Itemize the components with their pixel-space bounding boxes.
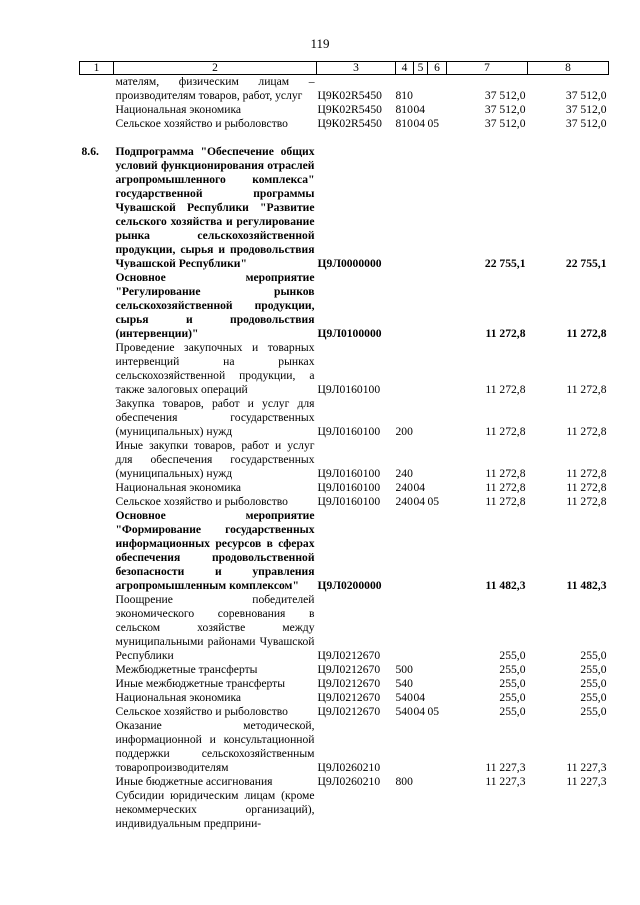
row-name: Субсидии юридическим лицам (кроме некоммерческих организаций), индивидуальным предприни-	[115, 789, 315, 830]
row-name: Проведение закупочных и товарных интервенций на рынках сельскохозяйственной продукции, а также залоговых операций	[115, 341, 315, 396]
expense-group	[396, 271, 414, 341]
column-header: 2	[114, 62, 317, 75]
expense-group: 540	[395, 691, 413, 704]
expense-group: 240	[395, 467, 413, 480]
subsection	[428, 593, 447, 663]
sum-col7: 255,0	[499, 691, 526, 704]
row-name: Поощрение победителей экономического соревнования в сельском хозяйстве между муниципальными районами Чувашской Республики	[115, 593, 315, 662]
sum-col8: 37 512,0	[565, 103, 607, 116]
subsection	[428, 439, 447, 481]
target-article-code: Ц9Л0212670	[317, 663, 381, 676]
target-article-code: Ц9Л0160100	[317, 481, 381, 494]
sum-col7: 22 755,1	[484, 257, 526, 270]
target-article-code: Ц9Л0200000	[317, 579, 382, 592]
sum-col8: 11 272,8	[566, 467, 607, 480]
row-name: Межбюджетные трансферты	[115, 663, 258, 676]
subsection	[428, 509, 447, 593]
sum-col7: 37 512,0	[484, 117, 526, 130]
row-name: Закупка товаров, работ и услуг для обеспечения государственных (муниципальных) нужд	[115, 397, 315, 438]
subsection	[428, 691, 447, 705]
row-name: Сельское хозяйство и рыболовство	[115, 495, 288, 508]
section: 04	[413, 117, 426, 130]
section	[414, 145, 428, 271]
row-number	[80, 481, 114, 495]
sum-col7: 255,0	[499, 705, 526, 718]
subsection: 05	[427, 495, 440, 508]
target-article-code: Ц9Л0100000	[317, 327, 382, 340]
section	[414, 677, 428, 691]
subsection	[428, 775, 447, 789]
table-row	[80, 481, 609, 495]
row-number	[80, 271, 114, 341]
target-article-code: Ц9Л0160100	[317, 495, 381, 508]
subsection	[428, 663, 447, 677]
sum-col7: 11 227,3	[485, 775, 526, 788]
row-number	[80, 341, 114, 397]
subsection	[428, 75, 447, 104]
row-number	[80, 439, 114, 481]
column-header: 5	[414, 62, 428, 75]
row-name: мателям, физическим лицам – производителям товаров, работ, услуг	[115, 75, 315, 102]
subsection: 05	[427, 117, 440, 130]
sum-col7: 37 512,0	[484, 89, 526, 102]
sum-col7: 11 272,8	[485, 481, 526, 494]
sum-col7: 11 272,8	[485, 467, 526, 480]
row-number	[80, 663, 114, 677]
sum-col8: 255,0	[580, 663, 607, 676]
section	[414, 439, 428, 481]
sum-col7: 11 272,8	[485, 425, 526, 438]
section: 04	[413, 495, 426, 508]
sum-col7: 11 272,8	[485, 383, 526, 396]
sum-col7: 255,0	[499, 649, 526, 662]
sum-col8: 11 272,8	[566, 383, 607, 396]
sum-col7: 11 482,3	[485, 579, 526, 592]
section	[414, 663, 428, 677]
expense-group: 240	[395, 495, 413, 508]
table-row	[80, 117, 609, 131]
sum-col8: 11 272,8	[566, 481, 607, 494]
subsection	[428, 789, 447, 831]
column-header: 6	[428, 62, 447, 75]
row-name: Иные межбюджетные трансферты	[115, 677, 286, 690]
page-number: 119	[310, 36, 330, 51]
row-number	[80, 593, 114, 663]
row-name: Национальная экономика	[115, 103, 242, 116]
sum-col7: 255,0	[499, 663, 526, 676]
section	[414, 775, 428, 789]
column-header: 4	[396, 62, 414, 75]
row-name: Сельское хозяйство и рыболовство	[115, 705, 288, 718]
subsection	[428, 719, 447, 775]
sum-col7: 11 272,8	[485, 495, 526, 508]
table-row	[80, 341, 609, 397]
sum-col8: 255,0	[580, 649, 607, 662]
target-article-code: Ц9Л0260210	[317, 775, 381, 788]
target-article-code: Ц9Л0212670	[317, 691, 381, 704]
row-name: Сельское хозяйство и рыболовство	[115, 117, 288, 130]
target-article-code: Ц9К02R5450	[317, 103, 382, 116]
section	[414, 397, 428, 439]
row-number	[80, 117, 114, 131]
expense-group: 200	[395, 425, 413, 438]
table-row	[80, 593, 609, 663]
row-name: Иные закупки товаров, работ и услуг для обеспечения государственных (муниципальных) нужд	[115, 439, 315, 480]
section	[414, 271, 428, 341]
sum-col8: 11 482,3	[566, 579, 607, 592]
expense-group	[396, 145, 414, 271]
table-row	[80, 145, 609, 271]
row-number	[80, 719, 114, 775]
subsection	[428, 103, 447, 117]
expense-group	[396, 341, 414, 397]
table-row	[80, 397, 609, 439]
row-number	[80, 691, 114, 705]
sum-col8	[528, 789, 609, 831]
budget-table	[79, 61, 609, 831]
table-row	[80, 677, 609, 691]
table-row	[80, 775, 609, 789]
row-number: 8.6.	[81, 145, 99, 158]
table-row	[80, 663, 609, 677]
sum-col8: 255,0	[580, 677, 607, 690]
row-number	[80, 789, 114, 831]
target-article-code: Ц9Л0160100	[317, 383, 381, 396]
sum-col7: 11 272,8	[485, 327, 526, 340]
target-article-code: Ц9Л0212670	[317, 649, 381, 662]
target-article-code: Ц9К02R5450	[317, 89, 382, 102]
expense-group: 810	[395, 89, 413, 102]
table-row	[80, 789, 609, 831]
expense-group: 810	[395, 117, 413, 130]
target-article-code	[317, 789, 396, 831]
section: 04	[413, 705, 426, 718]
row-number	[80, 75, 114, 104]
table-row	[80, 705, 609, 719]
row-name: Иные бюджетные ассигнования	[115, 775, 273, 788]
table-header	[80, 62, 609, 75]
row-number	[80, 705, 114, 719]
expense-group: 240	[395, 481, 413, 494]
sum-col7: 11 227,3	[485, 761, 526, 774]
target-article-code: Ц9Л0212670	[317, 705, 381, 718]
subsection: 05	[427, 705, 440, 718]
sum-col8: 11 272,8	[566, 495, 607, 508]
subsection	[428, 145, 447, 271]
target-article-code: Ц9Л0000000	[317, 257, 382, 270]
column-header: 3	[317, 62, 396, 75]
expense-group: 540	[395, 677, 413, 690]
table-row	[80, 271, 609, 341]
table-row	[80, 75, 609, 104]
sum-col8: 11 272,8	[566, 327, 607, 340]
expense-group: 540	[395, 705, 413, 718]
sum-col8: 255,0	[580, 705, 607, 718]
section: 04	[413, 103, 426, 116]
table-row	[80, 439, 609, 481]
subsection	[428, 397, 447, 439]
section	[414, 75, 428, 104]
table-row	[80, 691, 609, 705]
target-article-code: Ц9К02R5450	[317, 117, 382, 130]
sum-col8: 255,0	[580, 691, 607, 704]
target-article-code: Ц9Л0160100	[317, 425, 381, 438]
table-row	[80, 103, 609, 117]
subsection	[428, 341, 447, 397]
row-name: Основное мероприятие "Регулирование рынков сельскохозяйственной продукции, сырья и продовольствия (интервенции)"	[115, 271, 315, 340]
table-row	[80, 509, 609, 593]
spacer-row	[80, 131, 609, 145]
sum-col7	[447, 789, 528, 831]
subsection	[428, 481, 447, 495]
subsection	[428, 271, 447, 341]
expense-group	[396, 719, 414, 775]
row-name: Национальная экономика	[115, 691, 242, 704]
expense-group: 810	[395, 103, 413, 116]
sum-col8: 37 512,0	[565, 117, 607, 130]
expense-group	[396, 593, 414, 663]
column-header: 1	[80, 62, 114, 75]
row-number	[80, 775, 114, 789]
target-article-code: Ц9Л0212670	[317, 677, 381, 690]
section: 04	[413, 481, 426, 494]
section	[414, 593, 428, 663]
section	[414, 719, 428, 775]
section: 04	[413, 691, 426, 704]
sum-col8: 37 512,0	[565, 89, 607, 102]
sum-col8: 11 272,8	[566, 425, 607, 438]
expense-group	[396, 509, 414, 593]
expense-group: 800	[395, 775, 413, 788]
section	[414, 341, 428, 397]
row-name: Оказание методической, информационной и консультационной поддержки сельскохозяйственным товаропроизводителям	[115, 719, 315, 774]
column-header: 7	[447, 62, 528, 75]
row-number	[80, 509, 114, 593]
sum-col7: 255,0	[499, 677, 526, 690]
sum-col8: 11 227,3	[566, 775, 607, 788]
sum-col7: 37 512,0	[484, 103, 526, 116]
target-article-code: Ц9Л0160100	[317, 467, 381, 480]
row-number	[80, 397, 114, 439]
row-number	[80, 677, 114, 691]
target-article-code: Ц9Л0260210	[317, 761, 381, 774]
subsection	[428, 677, 447, 691]
row-number	[80, 103, 114, 117]
sum-col8: 22 755,1	[565, 257, 607, 270]
table-row	[80, 495, 609, 509]
row-number	[80, 495, 114, 509]
expense-group: 500	[395, 663, 413, 676]
section	[414, 509, 428, 593]
row-name: Подпрограмма "Обеспечение общих условий функционирования отраслей агропромышленного комплекса" государственной программы Чувашской Республики "Развитие сельского хозяйства и регулирование рынка сельскохозяйственной продукции, сырья и продовольствия Чувашской Республики"	[115, 145, 315, 270]
table-row	[80, 719, 609, 775]
row-name: Национальная экономика	[115, 481, 242, 494]
expense-group	[396, 789, 414, 831]
column-header: 8	[528, 62, 609, 75]
section	[414, 789, 428, 831]
sum-col8: 11 227,3	[566, 761, 607, 774]
row-name: Основное мероприятие "Формирование государственных информационных ресурсов в сферах обеспечения продовольственной безопасности и управления агропромышленным комплексом"	[115, 509, 315, 592]
